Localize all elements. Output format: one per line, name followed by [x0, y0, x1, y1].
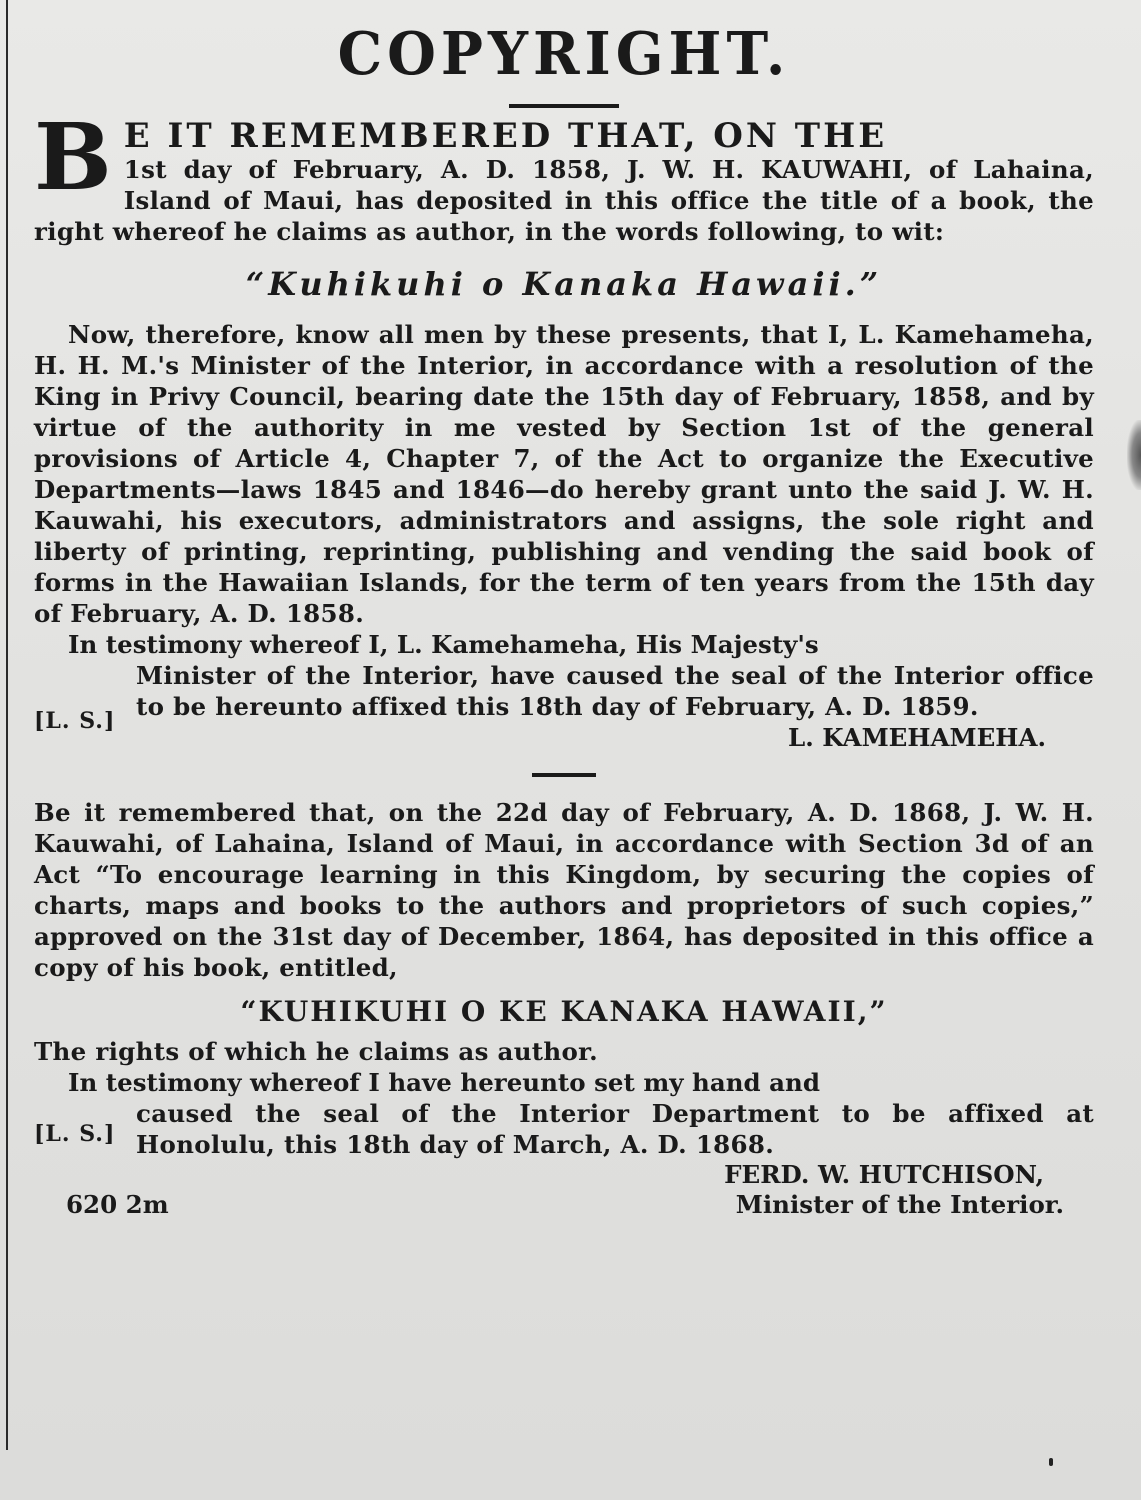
notice2-rights: The rights of which he claims as author.	[34, 1037, 598, 1066]
notice1-testimony-rest: Minister of the Interior, have caused the seal of the Interior office to be hereunto affixed this 18th day of February, A. D. 1859.	[136, 661, 1094, 721]
section-rule	[532, 773, 596, 777]
seal-mark: [L. S.]	[34, 1121, 116, 1147]
column-rule	[6, 0, 8, 1450]
heading-rule	[509, 104, 619, 108]
notice2-testimony	[34, 1098, 1094, 1160]
notice1-testimony-first: In testimony whereof I, L. Kamehameha, His Majesty's	[68, 630, 819, 659]
notice1-body: 1st day of February, A. D. 1858, J. W. H. KAUWAHI, of Lahaina, Island of Maui, has deposited in this office the title of a book, the right whereof he claims as author, in the words following, to wit:	[34, 155, 1094, 246]
notice-heading: COPYRIGHT.	[337, 19, 791, 89]
notice1-signature-row	[136, 722, 1094, 753]
notice2-testimony-first: In testimony whereof I have hereunto set my hand and	[68, 1068, 820, 1097]
notice1-testimony	[34, 660, 1094, 753]
notice2-footer	[34, 1190, 1094, 1220]
notice2-signatory-title: Minister of the Interior.	[735, 1190, 1064, 1219]
notice2-testimony-body	[136, 1098, 1094, 1160]
notice1-grant: Now, therefore, know all men by these presents, that I, L. Kamehameha, H. H. M.'s Minister of the Interior, in accordance with a resolution of the King in Privy Council, bearing date the 15th day of February, 1858, and by virtue of the authority in me vested by Section 1st of the general provisions of Article 4, Chapter 7, of the Act to organize the Executive Departments—laws 1845 and 1846—do hereby grant unto the said J. W. H. Kauwahi, his executors, administrators and assigns, the sole right and liberty of printing, reprinting, publishing and vending the said book of forms in the Hawaiian Islands, for the term of ten years from the 15th day of February, A. D. 1858.	[34, 320, 1094, 628]
notice1-opening	[34, 103, 1094, 247]
ad-number: 620 2m	[66, 1190, 169, 1219]
notice2-body: Be it remembered that, on the 22d day of February, A. D. 1868, J. W. H. Kauwahi, of Lahaina, Island of Maui, in accordance with Section 3d of an Act “To encourage learning in this Kingdom, by securing the copies of charts, maps and books to the authors and proprietors of such copies,” approved on the 31st day of December, 1864, has deposited in this office a copy of his book, entitled,	[34, 798, 1094, 982]
notice1-testimony-body	[136, 660, 1094, 753]
drop-cap: B	[34, 103, 112, 211]
page-edge-mark	[1127, 420, 1141, 490]
copyright-notice	[34, 18, 1094, 1220]
seal-mark: [L. S.]	[34, 707, 116, 734]
notice1-signatory: L. KAMEHAMEHA.	[787, 723, 1046, 752]
print-speck	[1049, 1458, 1053, 1466]
notice2-signatory-name: FERD. W. HUTCHISON,	[724, 1160, 1044, 1189]
notice2-testimony-rest: caused the seal of the Interior Department to be affixed at Honolulu, this 18th day of March, A. D. 1868.	[136, 1099, 1094, 1159]
notice2-book-title: “KUHIKUHI O KE KANAKA HAWAII,”	[240, 995, 888, 1028]
notice1-book-title: “Kuhikuhi o Kanaka Hawaii.”	[245, 265, 883, 303]
lead-caps: E IT REMEMBERED THAT, ON THE	[123, 116, 888, 156]
